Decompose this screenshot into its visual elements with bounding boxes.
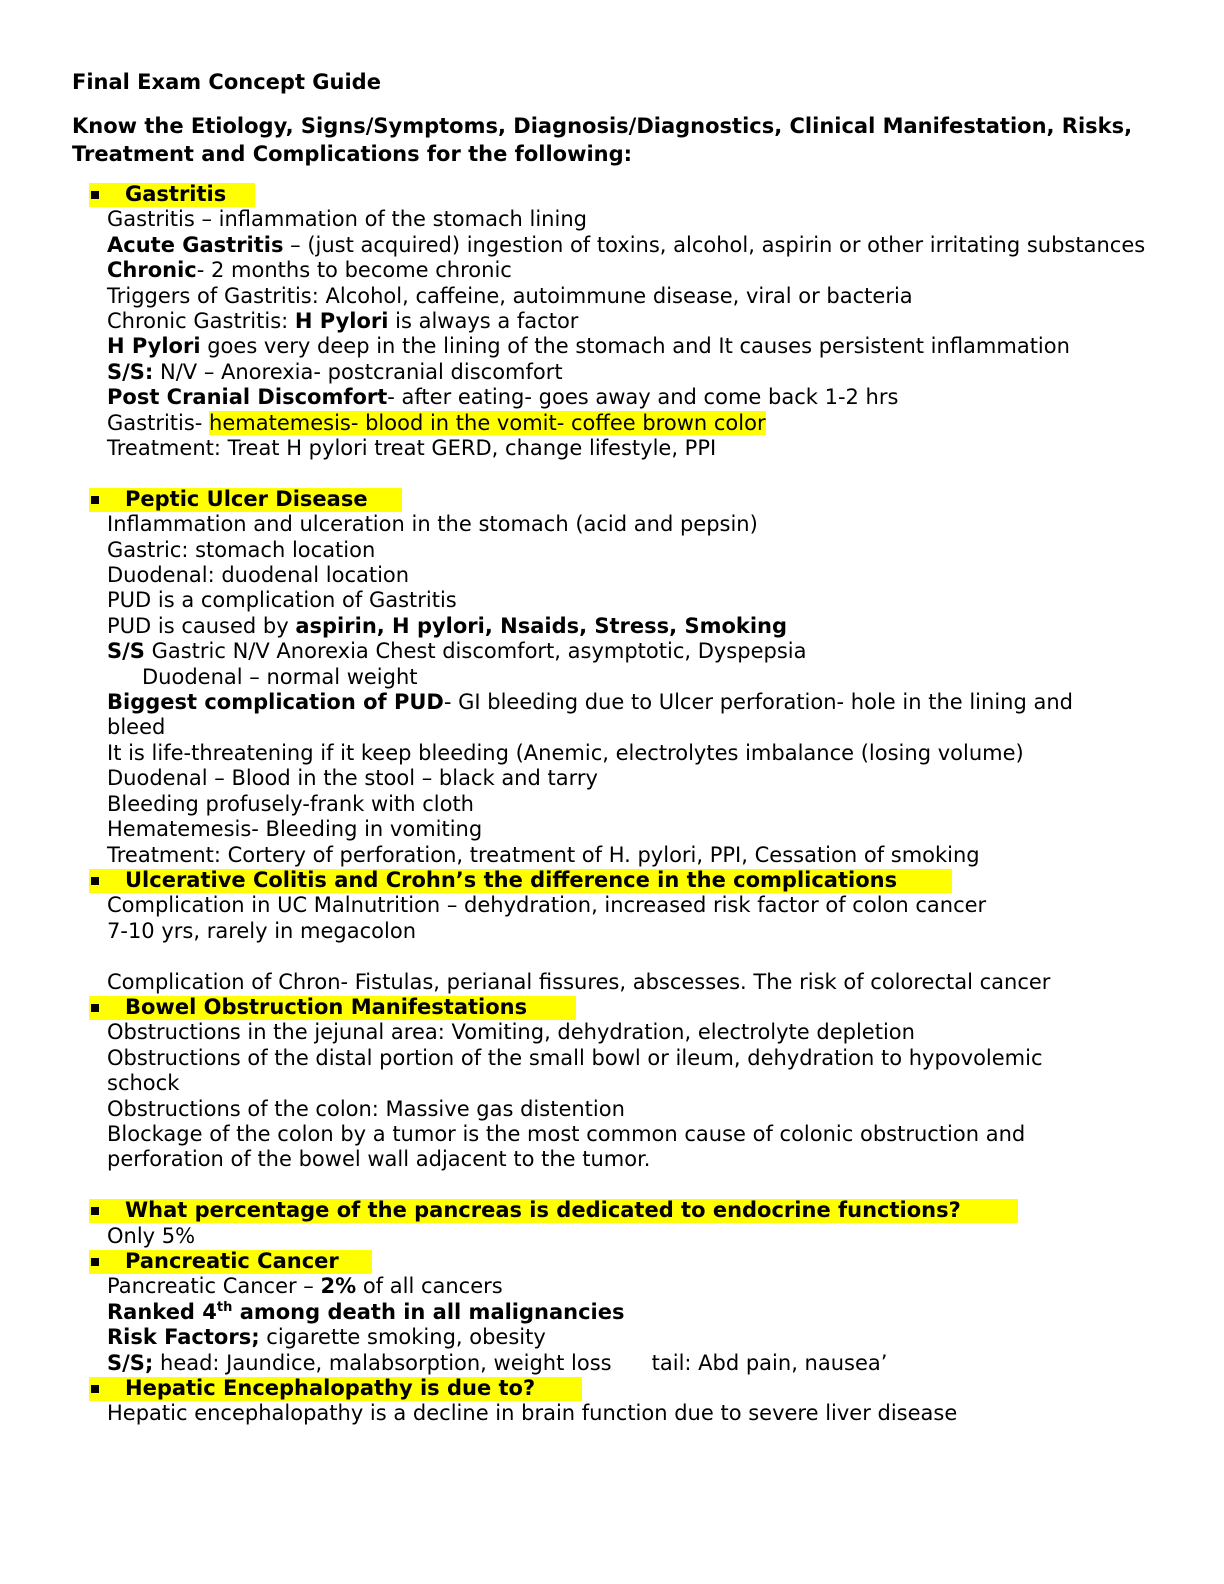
text-line: Obstructions of the distal portion of the small bowl or ileum, dehydration to hypovolemic [107,1045,1043,1070]
text-line: Complication of Chron- Fistulas, perianal fissures, abscesses. The risk of colorectal cancer [107,969,1051,994]
bullet-heading-pancreatic-cancer [89,1249,1152,1274]
bullet-heading-pud [89,487,1152,512]
square-bullet-icon [91,496,99,504]
text-line: Duodenal – normal weight [142,664,418,689]
text-line: Hepatic encephalopathy is a decline in brain function due to severe liver disease [107,1401,958,1426]
document-intro: Know the Etiology, Signs/Symptoms, Diagnosis/Diagnostics, Clinical Manifestation, Risks, Treatment and Complications for the following: [72,114,1133,166]
text-line: schock [107,1071,180,1096]
text-line: S/S; head: Jaundice, malabsorption, weight loss tail: Abd pain, nausea’ [107,1350,888,1375]
text-line: Chronic Gastritis: H Pylori is always a factor [107,309,579,334]
heading-text: Gastritis [125,182,227,206]
text-line: Blockage of the colon by a tumor is the most common cause of colonic obstruction and [107,1121,1026,1146]
text-line: Post Cranial Discomfort- after eating- goes away and come back 1-2 hrs [107,385,899,410]
text-line: Risk Factors; cigarette smoking, obesity [107,1325,546,1350]
text-line: Obstructions of the colon: Massive gas distention [107,1096,625,1121]
heading-text: Hepatic Encephalopathy is due to? [125,1375,536,1400]
text-line: Bleeding profusely-frank with cloth [107,791,474,816]
section-bowel-obstruction [72,995,1152,1173]
bullet-heading-hepatic [89,1376,1152,1401]
heading-text: Peptic Ulcer Disease [125,486,368,511]
section-peptic-ulcer [72,487,1152,868]
heading-text: What percentage of the pancreas is dedicated to endocrine functions? [125,1198,961,1223]
text-line: 7-10 yrs, rarely in megacolon [107,918,417,943]
text-line: It is life-threatening if it keep bleeding (Anemic, electrolytes imbalance (losing volume) [107,740,1024,765]
text-line: Gastritis- hematemesis- blood in the vomit- coffee brown color [107,410,766,435]
text-line: Complication in UC Malnutrition – dehydration, increased risk factor of colon cancer [107,893,987,918]
heading-text: Bowel Obstruction Manifestations [125,994,528,1019]
text-line: Biggest complication of PUD- GI bleeding due to Ulcer perforation- hole in the lining and [107,690,1073,715]
text-line: Acute Gastritis – (just acquired) ingestion of toxins, alcohol, aspirin or other irritating substances [107,232,1146,257]
text-line: Chronic- 2 months to become chronic [107,258,512,283]
bullet-heading-obstruction [89,995,1152,1020]
text-line: perforation of the bowel wall adjacent to the tumor. [107,1147,651,1172]
square-bullet-icon [91,1004,99,1012]
square-bullet-icon [91,1207,99,1215]
heading-text: Ulcerative Colitis and Crohn’s the difference in the complications [125,867,898,892]
text-line: Ranked 4th among death in all malignancies [107,1299,625,1324]
text-line: H Pylori goes very deep in the lining of the stomach and It causes persistent inflammation [107,334,1070,359]
text-line: Only 5% [107,1223,196,1248]
square-bullet-icon [91,877,99,885]
highlighted-text: hematemesis- blood in the vomit- coffee brown color [209,410,766,435]
section-pancreas-endocrine [72,1198,1152,1249]
square-bullet-icon [91,191,99,199]
section-hepatic-encephalopathy [72,1376,1152,1427]
document-title: Final Exam Concept Guide [72,70,381,94]
text-line: Gastritis – inflammation of the stomach lining [107,207,587,232]
text-line: Triggers of Gastritis: Alcohol, caffeine, autoimmune disease, viral or bacteria [107,283,913,308]
document-page [72,68,1152,1427]
text-line: Treatment: Treat H pylori treat GERD, change lifestyle, PPI [107,436,717,461]
text-line: Hematemesis- Bleeding in vomiting [107,817,483,842]
text-line: Treatment: Cortery of perforation, treatment of H. pylori, PPI, Cessation of smoking [107,842,980,867]
text-line: bleed [107,715,166,740]
text-line: PUD is caused by aspirin, H pylori, Nsaids, Stress, Smoking [107,613,788,638]
bullet-heading-ibd [89,868,1152,893]
text-line: Inflammation and ulceration in the stomach (acid and pepsin) [107,512,758,537]
text-line: Pancreatic Cancer – 2% of all cancers [107,1274,503,1299]
text-line: S/S: N/V – Anorexia- postcranial discomfort [107,359,563,384]
bullet-heading-pancreas [89,1198,1152,1223]
text-line: PUD is a complication of Gastritis [107,588,457,613]
section-uc-crohns [72,868,1152,995]
heading-text: Pancreatic Cancer [125,1248,339,1273]
text-line: Obstructions in the jejunal area: Vomiting, dehydration, electrolyte depletion [107,1020,915,1045]
text-line: S/S Gastric N/V Anorexia Chest discomfort, asymptotic, Dyspepsia [107,639,807,664]
text-line: Gastric: stomach location [107,537,376,562]
section-gastritis [72,182,1152,461]
bullet-heading-gastritis [89,182,1152,207]
square-bullet-icon [91,1385,99,1393]
text-line: Duodenal: duodenal location [107,563,410,588]
text-line: Duodenal – Blood in the stool – black and tarry [107,766,598,791]
section-pancreatic-cancer [72,1249,1152,1376]
square-bullet-icon [91,1258,99,1266]
